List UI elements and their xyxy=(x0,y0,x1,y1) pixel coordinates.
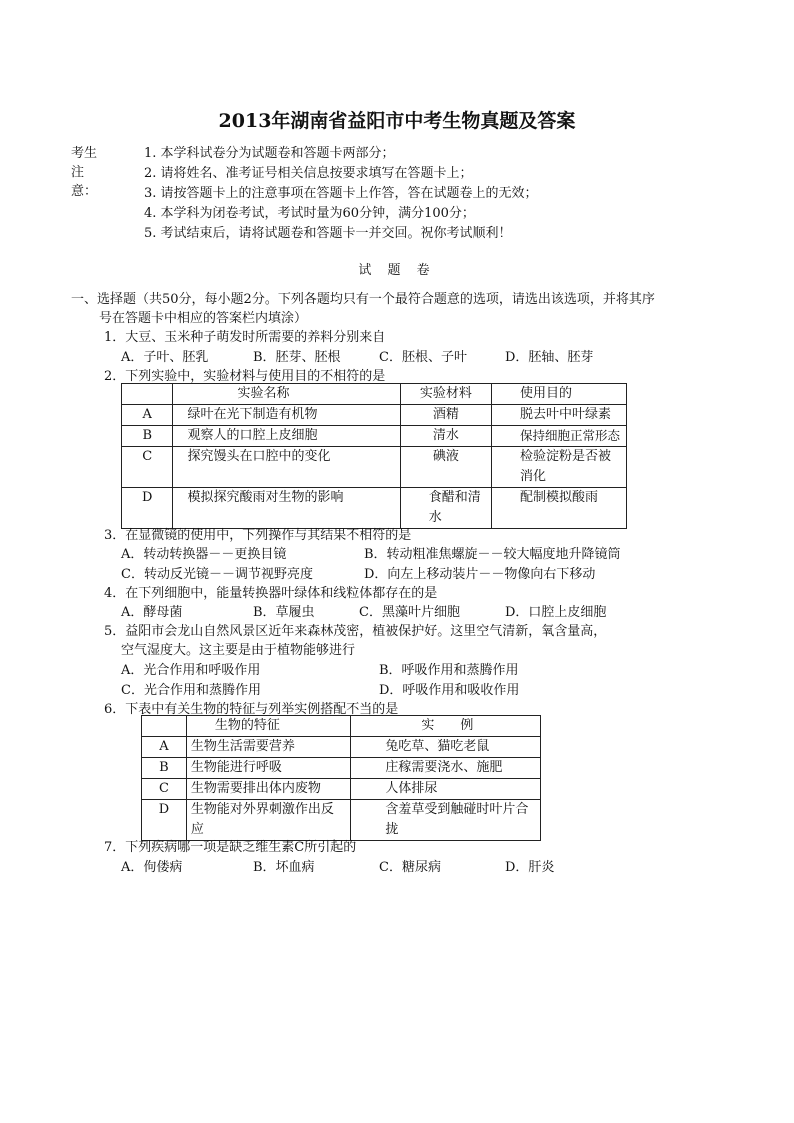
table-cell: 酒精 xyxy=(400,405,491,426)
q5-option-d: D．呼吸作用和吸收作用 xyxy=(379,683,520,698)
table-row xyxy=(122,488,627,529)
table-cell: 保持细胞正常形态 xyxy=(491,426,626,447)
q7-option-c: C．糖尿病 xyxy=(379,860,441,875)
table-cell: B xyxy=(122,426,173,447)
q5-stem: 5．益阳市会龙山自然风景区近年来森林茂密，植被保护好。这里空气清新，氧含量高， xyxy=(104,624,607,639)
q4-stem: 4．在下列细胞中，能量转换器叶绿体和线粒体都存在的是 xyxy=(104,586,438,601)
table-cell: D xyxy=(122,488,173,529)
table-cell: 人体排尿 xyxy=(351,779,541,800)
table-cell: 庄稼需要浇水、施肥 xyxy=(351,758,541,779)
q2-stem: 2．下列实验中，实验材料与使用目的不相符的是 xyxy=(104,369,386,384)
q4-option-a: A．酵母菌 xyxy=(121,605,183,620)
table-cell: C xyxy=(122,447,173,488)
q6-stem: 6．下表中有关生物的特征与列举实例搭配不当的是 xyxy=(104,702,399,717)
table-header-cell xyxy=(122,384,173,405)
q7-option-b: B．坏血病 xyxy=(253,860,315,875)
q4-option-b: B．草履虫 xyxy=(253,605,315,620)
q7-option-d: D．肝炎 xyxy=(505,860,555,875)
notice-item: 1. 本学科试卷分为试题卷和答题卡两部分； xyxy=(144,146,395,161)
q7-stem: 7．下列疾病哪一项是缺乏维生素C所引起的 xyxy=(104,840,357,855)
q3-option-b: B．转动粗准焦螺旋－－较大幅度地升降镜筒 xyxy=(364,547,621,562)
table-cell: 模拟探究酸雨对生物的影响 xyxy=(173,488,400,529)
page-title: 2013年湖南省益阳市中考生物真题及答案 xyxy=(218,110,576,132)
q5-option-a: A．光合作用和呼吸作用 xyxy=(121,663,261,678)
notice-item: 3. 请按答题卡上的注意事项在答题卡上作答，答在试题卷上的无效； xyxy=(144,186,538,201)
q3-option-c: C．转动反光镜－－调节视野亮度 xyxy=(121,567,313,582)
table-header-cell: 实验名称 xyxy=(173,384,400,405)
part1-intro-cont: 号在答题卡中相应的答案栏内填涂） xyxy=(99,311,308,326)
table-row xyxy=(142,737,541,758)
table-header-cell: 生物的特征 xyxy=(186,716,350,737)
q1-option-b: B．胚芽、胚根 xyxy=(253,350,341,365)
q5-stem-cont: 空气湿度大。这主要是由于植物能够进行 xyxy=(121,643,356,658)
table-row xyxy=(142,800,541,841)
table-cell: 生物能对外界刺激作出反应 xyxy=(186,800,350,841)
q1-option-a: A．子叶、胚乳 xyxy=(121,350,209,365)
q7-option-a: A．佝偻病 xyxy=(121,860,183,875)
q1-option-c: C．胚根、子叶 xyxy=(379,350,467,365)
q5-option-c: C．光合作用和蒸腾作用 xyxy=(121,683,261,698)
notice-item: 5. 考试结束后，请将试题卷和答题卡一并交回。祝你考试顺利！ xyxy=(144,226,512,241)
table-cell: 兔吃草、猫吃老鼠 xyxy=(351,737,541,758)
table-header-cell: 实验材料 xyxy=(400,384,491,405)
table-header-row xyxy=(122,384,627,405)
q4-option-c: C．黑藻叶片细胞 xyxy=(359,605,460,620)
q5-option-b: B．呼吸作用和蒸腾作用 xyxy=(379,663,519,678)
q3-option-a: A．转动转换器－－更换目镜 xyxy=(121,547,287,562)
notice-label: 考生注意： xyxy=(71,146,98,199)
table-row xyxy=(142,779,541,800)
table-cell: 清水 xyxy=(400,426,491,447)
table-header-cell: 实 例 xyxy=(351,716,541,737)
table-cell: 含羞草受到触碰时叶片合拢 xyxy=(351,800,541,841)
table-cell: D xyxy=(142,800,187,841)
table-row xyxy=(122,426,627,447)
table-row xyxy=(122,447,627,488)
table-cell: 探究馒头在口腔中的变化 xyxy=(173,447,400,488)
table-row xyxy=(122,405,627,426)
table-cell: A xyxy=(142,737,187,758)
notice-item: 4. 本学科为闭卷考试，考试时量为60分钟，满分100分； xyxy=(144,206,475,221)
table-cell: 脱去叶中叶绿素 xyxy=(491,405,626,426)
q3-option-d: D．向左上移动装片－－物像向右下移动 xyxy=(364,567,596,582)
table-cell: 配制模拟酸雨 xyxy=(491,488,626,529)
table-cell: 生物能进行呼吸 xyxy=(186,758,350,779)
section-title: 试 题 卷 xyxy=(358,263,436,278)
table-row xyxy=(142,758,541,779)
table-header-cell xyxy=(142,716,187,737)
q4-option-d: D．口腔上皮细胞 xyxy=(505,605,607,620)
q2-table xyxy=(121,383,627,529)
table-cell: A xyxy=(122,405,173,426)
table-cell: 生物生活需要营养 xyxy=(186,737,350,758)
table-cell: 绿叶在光下制造有机物 xyxy=(173,405,400,426)
q1-stem: 1．大豆、玉米种子萌发时所需要的养料分别来自 xyxy=(104,330,386,345)
part1-intro: 一、选择题（共50分，每小题2分。下列各题均只有一个最符合题意的选项，请选出该选项，并将其序 xyxy=(71,292,655,307)
q3-stem: 3．在显微镜的使用中，下列操作与其结果不相符的是 xyxy=(104,528,412,543)
table-cell: 检验淀粉是否被消化 xyxy=(491,447,626,488)
table-cell: 生物需要排出体内废物 xyxy=(186,779,350,800)
q6-table xyxy=(141,715,541,841)
table-cell: C xyxy=(142,779,187,800)
table-header-row xyxy=(142,716,541,737)
table-cell: B xyxy=(142,758,187,779)
notice-item: 2. 请将姓名、准考证号相关信息按要求填写在答题卡上； xyxy=(144,166,473,181)
table-cell: 碘液 xyxy=(400,447,491,488)
table-header-cell: 使用目的 xyxy=(491,384,626,405)
table-cell: 食醋和清水 xyxy=(400,488,491,529)
table-cell: 观察人的口腔上皮细胞 xyxy=(173,426,400,447)
q1-option-d: D．胚轴、胚芽 xyxy=(505,350,594,365)
